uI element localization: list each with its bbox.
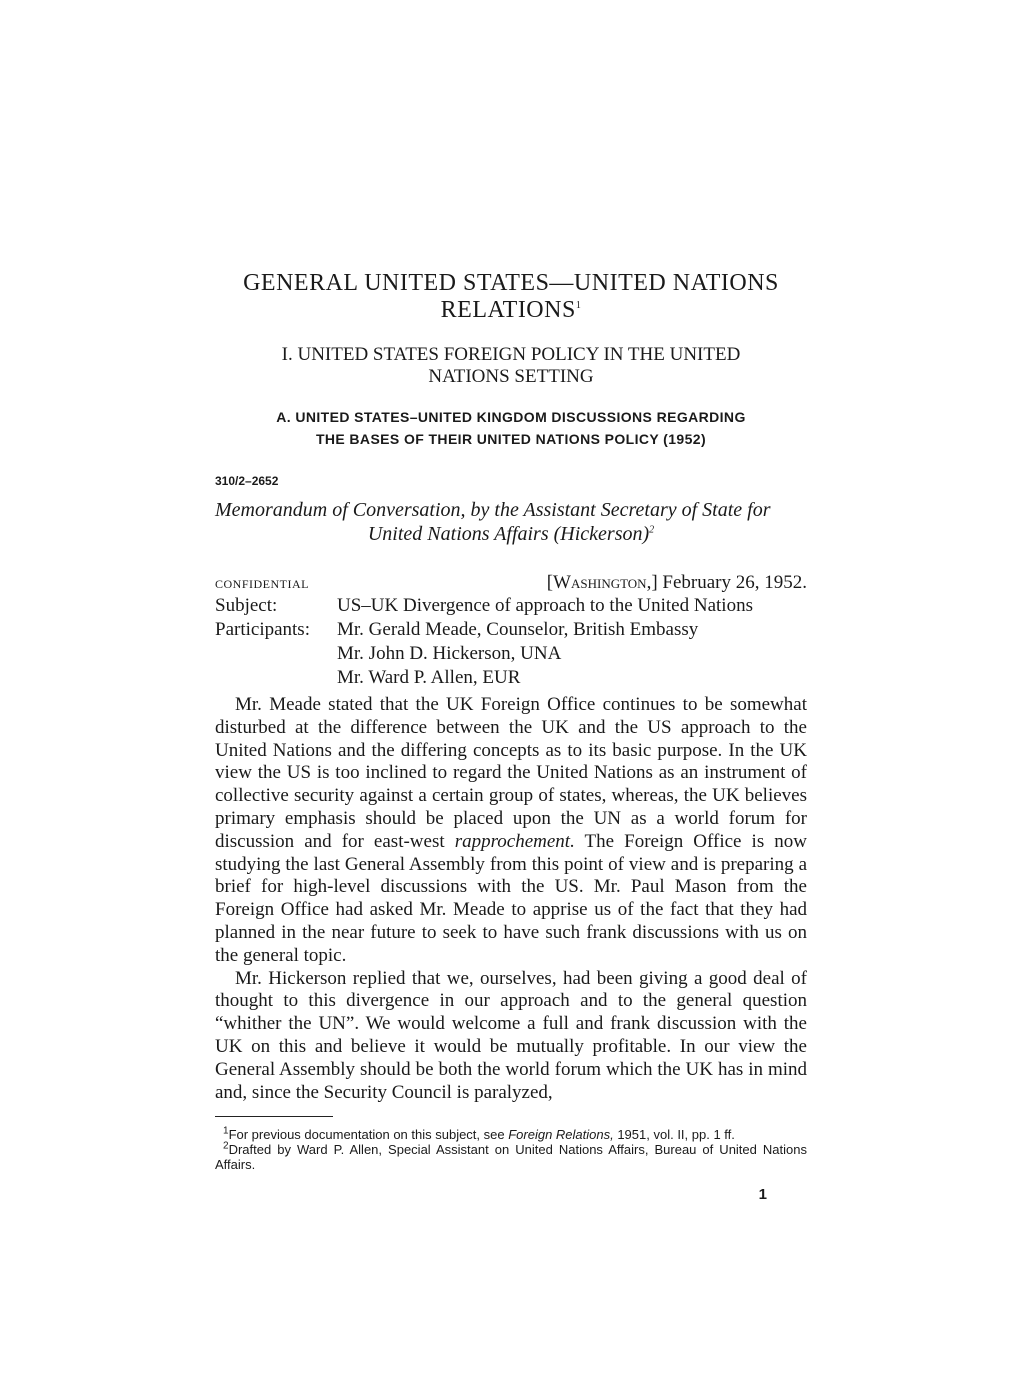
- date: February 26, 1952.: [662, 572, 807, 593]
- footnote-1-text: For previous documentation on this subject, see: [228, 1127, 509, 1143]
- footnote-1: [215, 1127, 807, 1142]
- footnote-2-text: Drafted by Ward P. Allen, Special Assistant on United Nations Affairs, Bureau of United Nations Affairs.: [215, 1142, 807, 1173]
- footnote-divider: [215, 1116, 333, 1117]
- subsection-heading-line2: THE BASES OF THEIR UNITED NATIONS POLICY (1952): [315, 431, 707, 447]
- footnote-2-mark: 2: [223, 1141, 229, 1153]
- subject-value: US–UK Divergence of approach to the United Nations: [337, 595, 753, 616]
- footnote-ref-1: 1: [575, 300, 582, 311]
- participants-list: [337, 618, 807, 690]
- footnote-1-mark: 1: [223, 1126, 229, 1138]
- paragraph-2: Mr. Hickerson replied that we, ourselves, had been giving a good deal of thought to this divergence in our approach and to the general question “whither the UN”. We would welcome a full and frank discussion with the UK on this and believe it would be mutually profitable. In our view the General Assembly should be both the world forum which the UK has in mind and, since the Security Council is paralyzed,: [215, 967, 807, 1103]
- paragraph-1: [215, 694, 807, 968]
- document-page: [215, 270, 807, 1203]
- subsection-heading: [215, 406, 807, 450]
- subsection-heading-line1: A. UNITED STATES–UNITED KINGDOM DISCUSSIONS REGARDING: [276, 409, 746, 425]
- paragraph-1-italic: rapprochement.: [454, 830, 575, 852]
- footnote-1-text-cont: 1951, vol. II, pp. 1 ff.: [613, 1127, 735, 1143]
- section-heading: [215, 344, 807, 388]
- footnote-2: [215, 1142, 807, 1172]
- participants-row: [215, 618, 807, 690]
- document-title: [215, 498, 807, 546]
- dateline: [215, 572, 807, 594]
- document-title-line1: Memorandum of Conversation, by the Assistant Secretary of State for: [215, 499, 771, 521]
- main-title-line1: GENERAL UNITED STATES—UNITED NATIONS: [243, 270, 779, 296]
- participant: Mr. John D. Hickerson, UNA: [337, 643, 562, 664]
- paragraph-1-text-cont: The Foreign Office is now studying the last General Assembly from this point of view and is preparing a brief for high-level discussions with the US. Mr. Paul Mason from the Foreign Office had asked Mr. Meade to apprise us of the fact that they had planned in the near future to seek to have such frank discussions with us on the general topic.: [215, 830, 807, 966]
- paragraph-1-text: Mr. Meade stated that the UK Foreign Office continues to be somewhat disturbed at the difference between the UK and the US approach to the United Nations and the differing concepts as to its basic purpose. In the UK view the US is too inclined to regard the United Nations as an instrument of collective security against a certain group of states, whereas, the UK believes primary emphasis should be placed upon the UN as a world forum for discussion and for east-west: [215, 694, 807, 852]
- main-title-line2: RELATIONS: [440, 297, 576, 323]
- place: [Washington,]: [546, 572, 658, 593]
- memo-metadata: [215, 594, 807, 690]
- document-title-line2: United Nations Affairs (Hickerson): [367, 523, 650, 545]
- participant: Mr. Gerald Meade, Counselor, British Embassy: [337, 619, 699, 640]
- page-number: 1: [758, 1186, 767, 1204]
- footnote-ref-2: 2: [649, 524, 655, 536]
- participant: Mr. Ward P. Allen, EUR: [337, 667, 521, 688]
- subject-row: [215, 594, 807, 618]
- file-number: 310/2–2652: [215, 474, 279, 488]
- main-title: [215, 270, 807, 324]
- footnote-1-italic: Foreign Relations,: [508, 1127, 614, 1143]
- section-heading-line1: I. UNITED STATES FOREIGN POLICY IN THE UNITED: [281, 344, 741, 365]
- footnotes: [215, 1127, 807, 1172]
- memo-body: [215, 694, 807, 1104]
- subject-label: Subject:: [215, 595, 278, 616]
- participants-label: Participants:: [215, 619, 310, 640]
- classification-label: CONFIDENTIAL: [215, 577, 309, 591]
- section-heading-line2: NATIONS SETTING: [428, 366, 594, 387]
- place-date: [547, 572, 807, 594]
